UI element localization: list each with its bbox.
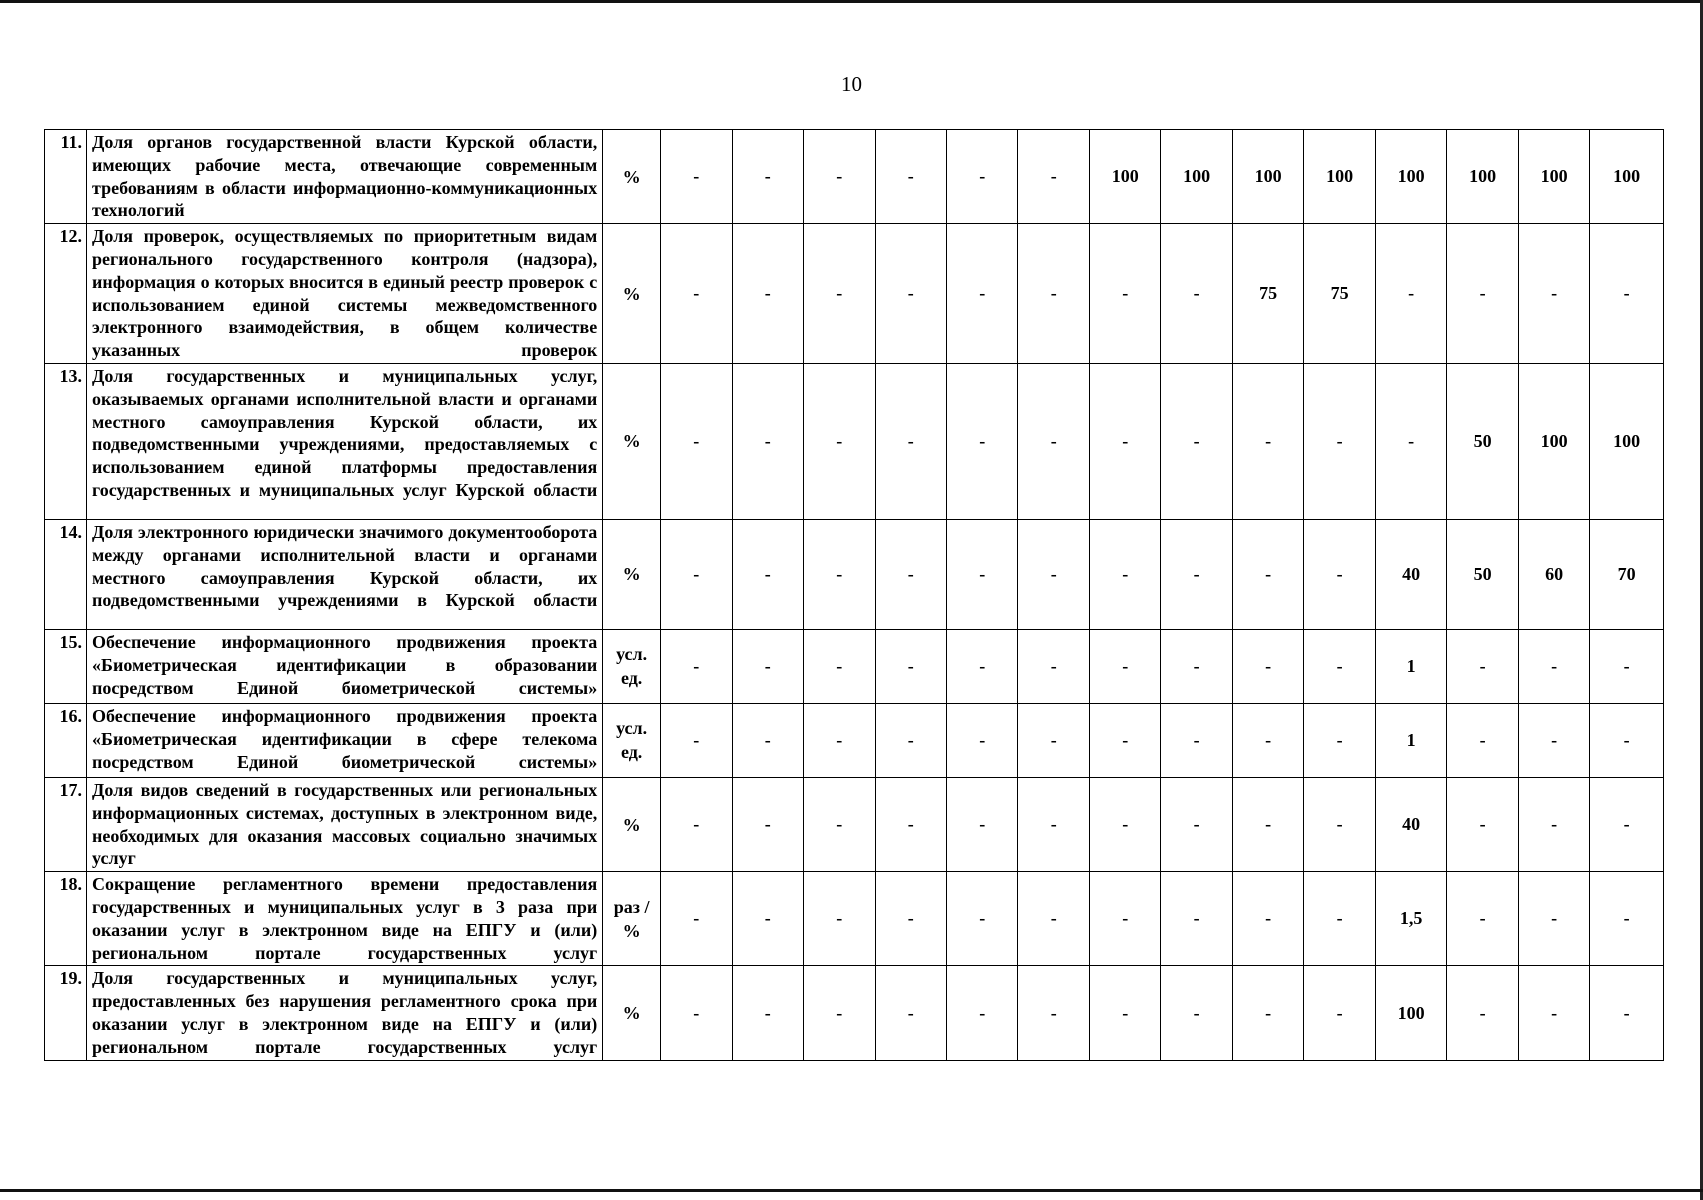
value-cell: -: [1304, 629, 1375, 703]
value-cell: 40: [1375, 519, 1446, 629]
value-cell: -: [1089, 363, 1160, 519]
table-row: [45, 519, 1664, 629]
value-cell: -: [875, 872, 946, 966]
value-cell: 100: [1518, 130, 1589, 224]
value-cell: -: [1447, 629, 1518, 703]
value-cell: -: [946, 872, 1017, 966]
indicator-name: Доля государственных и муниципальных услуг, предоставленных без нарушения регламентного срока при оказании услуг в электронном виде на ЕПГУ и (или) региональном портале государственных услуг: [87, 966, 603, 1060]
value-cell: 50: [1447, 519, 1518, 629]
value-cell: -: [1518, 224, 1589, 364]
value-cell: 75: [1304, 224, 1375, 364]
value-cell: -: [1590, 224, 1664, 364]
unit-cell: раз / %: [603, 872, 661, 966]
value-cell: -: [1518, 872, 1589, 966]
row-number: 15.: [45, 629, 87, 703]
value-cell: 100: [1232, 130, 1303, 224]
value-cell: -: [804, 703, 875, 777]
table-row: [45, 703, 1664, 777]
value-cell: 100: [1089, 130, 1160, 224]
table-row: [45, 130, 1664, 224]
value-cell: -: [1089, 224, 1160, 364]
value-cell: 100: [1590, 363, 1664, 519]
value-cell: -: [1590, 703, 1664, 777]
value-cell: -: [804, 966, 875, 1060]
value-cell: -: [875, 777, 946, 871]
value-cell: -: [1304, 872, 1375, 966]
value-cell: -: [1590, 777, 1664, 871]
value-cell: -: [1161, 519, 1232, 629]
value-cell: -: [1161, 966, 1232, 1060]
value-cell: -: [1161, 703, 1232, 777]
page-number: 10: [841, 72, 862, 96]
indicator-name: Доля государственных и муниципальных услуг, оказываемых органами исполнительной власти и органами местного самоуправления Курской области, их подведомственными учреждениями, предоставляемых с использованием единой платформы предоставления государственных и муниципальных услуг Курской области: [87, 363, 603, 519]
value-cell: -: [732, 519, 803, 629]
unit-cell: усл. ед.: [603, 629, 661, 703]
value-cell: 1: [1375, 703, 1446, 777]
unit-cell: %: [603, 363, 661, 519]
value-cell: -: [1089, 872, 1160, 966]
value-cell: -: [1018, 872, 1089, 966]
value-cell: -: [1304, 966, 1375, 1060]
value-cell: -: [804, 629, 875, 703]
value-cell: -: [661, 363, 732, 519]
value-cell: -: [1518, 703, 1589, 777]
value-cell: -: [946, 629, 1017, 703]
value-cell: -: [661, 872, 732, 966]
value-cell: -: [1089, 966, 1160, 1060]
value-cell: 100: [1375, 966, 1446, 1060]
indicator-name: Доля видов сведений в государственных или региональных информационных системах, доступных в электронном виде, необходимых для оказания массовых социально значимых услуг: [87, 777, 603, 871]
unit-cell: %: [603, 966, 661, 1060]
table-row: [45, 966, 1664, 1060]
row-number: 17.: [45, 777, 87, 871]
indicator-name: Доля органов государственной власти Курской области, имеющих рабочие места, отвечающие современным требованиям в области информационно-коммуникационных технологий: [87, 130, 603, 224]
value-cell: -: [1590, 629, 1664, 703]
unit-cell: %: [603, 130, 661, 224]
row-number: 12.: [45, 224, 87, 364]
value-cell: -: [1018, 363, 1089, 519]
value-cell: -: [804, 519, 875, 629]
value-cell: -: [732, 966, 803, 1060]
value-cell: -: [946, 703, 1017, 777]
value-cell: -: [1018, 519, 1089, 629]
value-cell: -: [1232, 872, 1303, 966]
value-cell: -: [1018, 966, 1089, 1060]
value-cell: -: [875, 703, 946, 777]
value-cell: 100: [1304, 130, 1375, 224]
value-cell: -: [1018, 224, 1089, 364]
unit-cell: %: [603, 777, 661, 871]
value-cell: -: [1232, 966, 1303, 1060]
table-row: [45, 872, 1664, 966]
value-cell: -: [1232, 519, 1303, 629]
scan-edge-bottom: [0, 1189, 1703, 1192]
value-cell: 1,5: [1375, 872, 1446, 966]
indicator-name: Обеспечение информационного продвижения проекта «Биометрическая идентификации в образовании посредством Единой биометрической системы»: [87, 629, 603, 703]
value-cell: -: [946, 777, 1017, 871]
scan-edge-top: [0, 0, 1703, 3]
value-cell: -: [946, 130, 1017, 224]
value-cell: -: [1304, 519, 1375, 629]
value-cell: 100: [1590, 130, 1664, 224]
value-cell: -: [1304, 777, 1375, 871]
value-cell: -: [875, 224, 946, 364]
value-cell: -: [1089, 519, 1160, 629]
value-cell: -: [1161, 629, 1232, 703]
value-cell: -: [1447, 966, 1518, 1060]
value-cell: -: [1018, 703, 1089, 777]
value-cell: -: [661, 777, 732, 871]
unit-cell: усл. ед.: [603, 703, 661, 777]
value-cell: -: [661, 966, 732, 1060]
indicator-name: Обеспечение информационного продвижения проекта «Биометрическая идентификации в сфере телекома посредством Единой биометрической системы»: [87, 703, 603, 777]
value-cell: -: [732, 777, 803, 871]
value-cell: 100: [1447, 130, 1518, 224]
value-cell: 75: [1232, 224, 1303, 364]
value-cell: -: [732, 629, 803, 703]
value-cell: -: [804, 777, 875, 871]
value-cell: -: [732, 224, 803, 364]
value-cell: 60: [1518, 519, 1589, 629]
value-cell: 1: [1375, 629, 1446, 703]
value-cell: 50: [1447, 363, 1518, 519]
row-number: 18.: [45, 872, 87, 966]
row-number: 16.: [45, 703, 87, 777]
unit-cell: %: [603, 519, 661, 629]
value-cell: -: [1375, 363, 1446, 519]
row-number: 19.: [45, 966, 87, 1060]
value-cell: -: [875, 130, 946, 224]
value-cell: 70: [1590, 519, 1664, 629]
indicator-name: Доля электронного юридически значимого документооборота между органами исполнительной власти и органами местного самоуправления Курской области, их подведомственными учреждениями в Курской области: [87, 519, 603, 629]
value-cell: -: [1018, 629, 1089, 703]
value-cell: -: [1232, 703, 1303, 777]
table-body: [45, 130, 1664, 1061]
value-cell: -: [1232, 629, 1303, 703]
value-cell: -: [804, 363, 875, 519]
value-cell: -: [1232, 363, 1303, 519]
value-cell: -: [1590, 872, 1664, 966]
value-cell: -: [732, 872, 803, 966]
value-cell: -: [1018, 777, 1089, 871]
row-number: 11.: [45, 130, 87, 224]
value-cell: -: [1089, 703, 1160, 777]
value-cell: -: [661, 130, 732, 224]
value-cell: -: [1089, 629, 1160, 703]
value-cell: -: [661, 703, 732, 777]
value-cell: -: [1447, 703, 1518, 777]
value-cell: -: [1518, 629, 1589, 703]
indicator-name: Сокращение регламентного времени предоставления государственных и муниципальных услуг в 3 раза при оказании услуг в электронном виде на ЕПГУ и (или) региональном портале государственных услуг: [87, 872, 603, 966]
value-cell: -: [804, 872, 875, 966]
value-cell: -: [1089, 777, 1160, 871]
indicators-table: [44, 129, 1664, 1061]
value-cell: -: [732, 703, 803, 777]
unit-cell: %: [603, 224, 661, 364]
value-cell: -: [661, 629, 732, 703]
value-cell: -: [1304, 363, 1375, 519]
value-cell: 100: [1518, 363, 1589, 519]
value-cell: -: [946, 966, 1017, 1060]
value-cell: -: [946, 224, 1017, 364]
value-cell: -: [1447, 224, 1518, 364]
value-cell: -: [1161, 777, 1232, 871]
indicator-name: Доля проверок, осуществляемых по приоритетным видам регионального государственного контроля (надзора), информация о которых вносится в единый реестр проверок с использованием единой системы межведомственного электронного взаимодействия, в общем количестве указанных проверок: [87, 224, 603, 364]
value-cell: -: [804, 130, 875, 224]
value-cell: -: [875, 519, 946, 629]
value-cell: 40: [1375, 777, 1446, 871]
value-cell: -: [1161, 363, 1232, 519]
value-cell: -: [875, 363, 946, 519]
value-cell: -: [732, 130, 803, 224]
value-cell: -: [661, 519, 732, 629]
value-cell: -: [1161, 872, 1232, 966]
table-row: [45, 224, 1664, 364]
value-cell: -: [804, 224, 875, 364]
value-cell: -: [946, 363, 1017, 519]
value-cell: -: [875, 966, 946, 1060]
row-number: 13.: [45, 363, 87, 519]
value-cell: -: [1447, 777, 1518, 871]
row-number: 14.: [45, 519, 87, 629]
value-cell: -: [1018, 130, 1089, 224]
table-row: [45, 777, 1664, 871]
value-cell: 100: [1375, 130, 1446, 224]
value-cell: -: [1161, 224, 1232, 364]
value-cell: -: [946, 519, 1017, 629]
value-cell: -: [1304, 703, 1375, 777]
value-cell: -: [732, 363, 803, 519]
value-cell: -: [661, 224, 732, 364]
value-cell: -: [1447, 872, 1518, 966]
value-cell: -: [1590, 966, 1664, 1060]
value-cell: -: [1518, 777, 1589, 871]
table-row: [45, 363, 1664, 519]
value-cell: 100: [1161, 130, 1232, 224]
value-cell: -: [1232, 777, 1303, 871]
value-cell: -: [875, 629, 946, 703]
table-row: [45, 629, 1664, 703]
value-cell: -: [1375, 224, 1446, 364]
value-cell: -: [1518, 966, 1589, 1060]
